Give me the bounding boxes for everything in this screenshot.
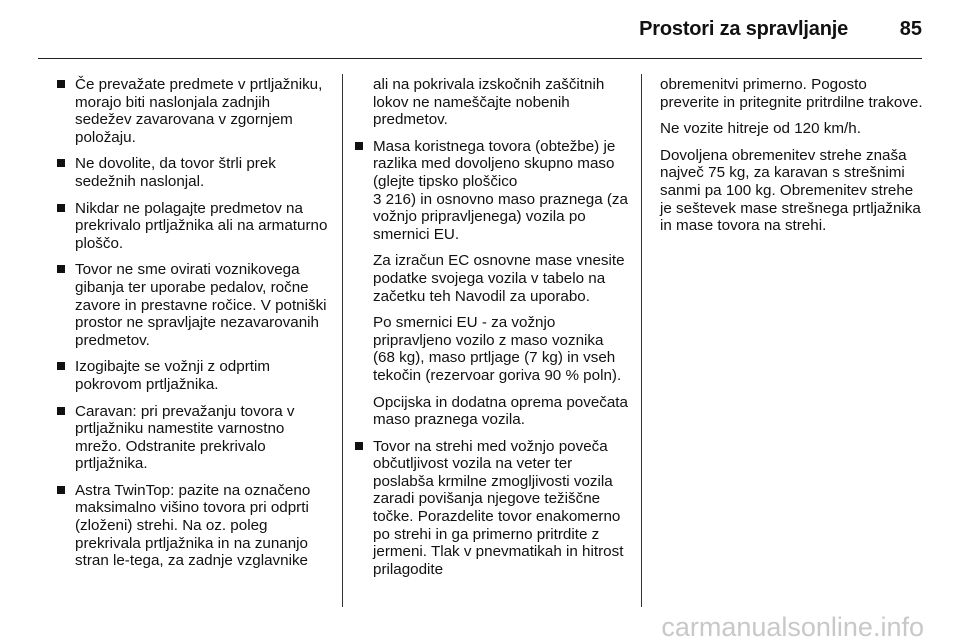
column-divider [342,74,343,607]
page-reference-text: 3 216) in osnovno maso praznega (za vožnjo pripravljenega) vozila po smernici EU. [373,190,628,243]
list-item [57,76,329,146]
list-item-text: Caravan: pri prevažanju tovora v prtljažniku namestite varnostno mrežo. Odstranite prekrivalo prtljažnika. [75,402,295,473]
list-item-text: Tovor na strehi med vožnjo poveča občutljivost vozila na veter ter poslabša krmilne zmogljivosti vozila zaradi povišanja njegove težiščne točke. Porazdelite tovor enakomerno po strehi in ga primerno pritrdite z jermeni. Tlak v pnevmatikah in hitrost prilagodite [373,437,624,578]
paragraph: Ne vozite hitreje od 120 km/h. [660,120,861,138]
continuation-text: ali na pokrivala izskočnih zaščitnih lokov ne nameščajte nobenih predmetov. [373,76,605,129]
bullet-icon [57,362,65,370]
watermark-text: carmanualsonline.info [661,612,924,642]
list-item [57,358,329,393]
column-divider [641,74,642,607]
list-item [57,155,329,190]
bullet-icon [57,486,65,494]
bullet-icon [355,442,363,450]
bullet-icon [57,265,65,273]
list-item [57,482,329,570]
bullet-icon [57,159,65,167]
list-item-text: Če prevažate predmete v prtljažniku, morajo biti naslonjala zadnjih sedežev zavarovana v zgornjem položaju. [75,76,323,146]
bullet-icon [57,80,65,88]
column-2 [355,76,629,587]
paragraph: Dovoljena obremenitev strehe znaša največ 75 kg, za karavan s strešnimi sanmi pa 100 kg. Obremenitev strehe je seštevek mase strešnega prtljažnika in mase tovora na strehi. [660,146,921,235]
bullet-icon [57,407,65,415]
page-title: Prostori za spravljanje [639,18,848,40]
bullet-icon [355,142,363,150]
column-1 [57,76,329,579]
list-item-text: Tovor ne sme ovirati voznikovega gibanja ter uporabe pedalov, ročne zavore in prestavne ročice. V potniški prostor ne spravljajte nezavarovanih predmetov. [75,261,327,349]
list-item [355,138,629,244]
list-item [57,261,329,349]
list-item-text: Ne dovolite, da tovor štrli prek sedežnih naslonjal. [75,155,276,190]
list-item [57,403,329,473]
paragraph: Po smernici EU - za vožnjo pripravljeno vozilo z maso voznika (68 kg), maso prtljage (7 kg) in vseh tekočin (rezervoar goriva 90 % poln). [373,314,622,384]
paragraph: Opcijska in dodatna oprema povečata maso praznega vozila. [373,393,628,429]
list-item-text: Nikdar ne polagajte predmetov na prekrivalo prtljažnika ali na armaturno ploščo. [75,199,328,252]
column-3 [660,76,924,244]
header-rule [38,58,922,59]
bullet-icon [57,204,65,212]
page-number: 85 [899,18,922,40]
paragraph: Za izračun EC osnovne mase vnesite podatke svojega vozila v tabelo na začetku teh Navodil za uporabo. [373,252,625,305]
list-item-text: Astra TwinTop: pazite na označeno maksimalno višino tovora pri odprti (zloženi) strehi. Na oz. poleg prekrivala prtljažnika in na zunanjo stran le-tega, za zadnje vzglavnike [75,481,311,570]
list-item [355,438,629,579]
paragraph: obremenitvi primerno. Pogosto preverite in pritegnite pritrdilne trakove. [660,76,923,111]
list-item [57,200,329,253]
list-item-text: Masa koristnega tovora (obtežbe) je razlika med dovoljeno skupno maso (glejte tipsko ploščico [373,137,616,190]
list-item-text: Izogibajte se vožnji z odprtim pokrovom prtljažnika. [75,358,270,393]
